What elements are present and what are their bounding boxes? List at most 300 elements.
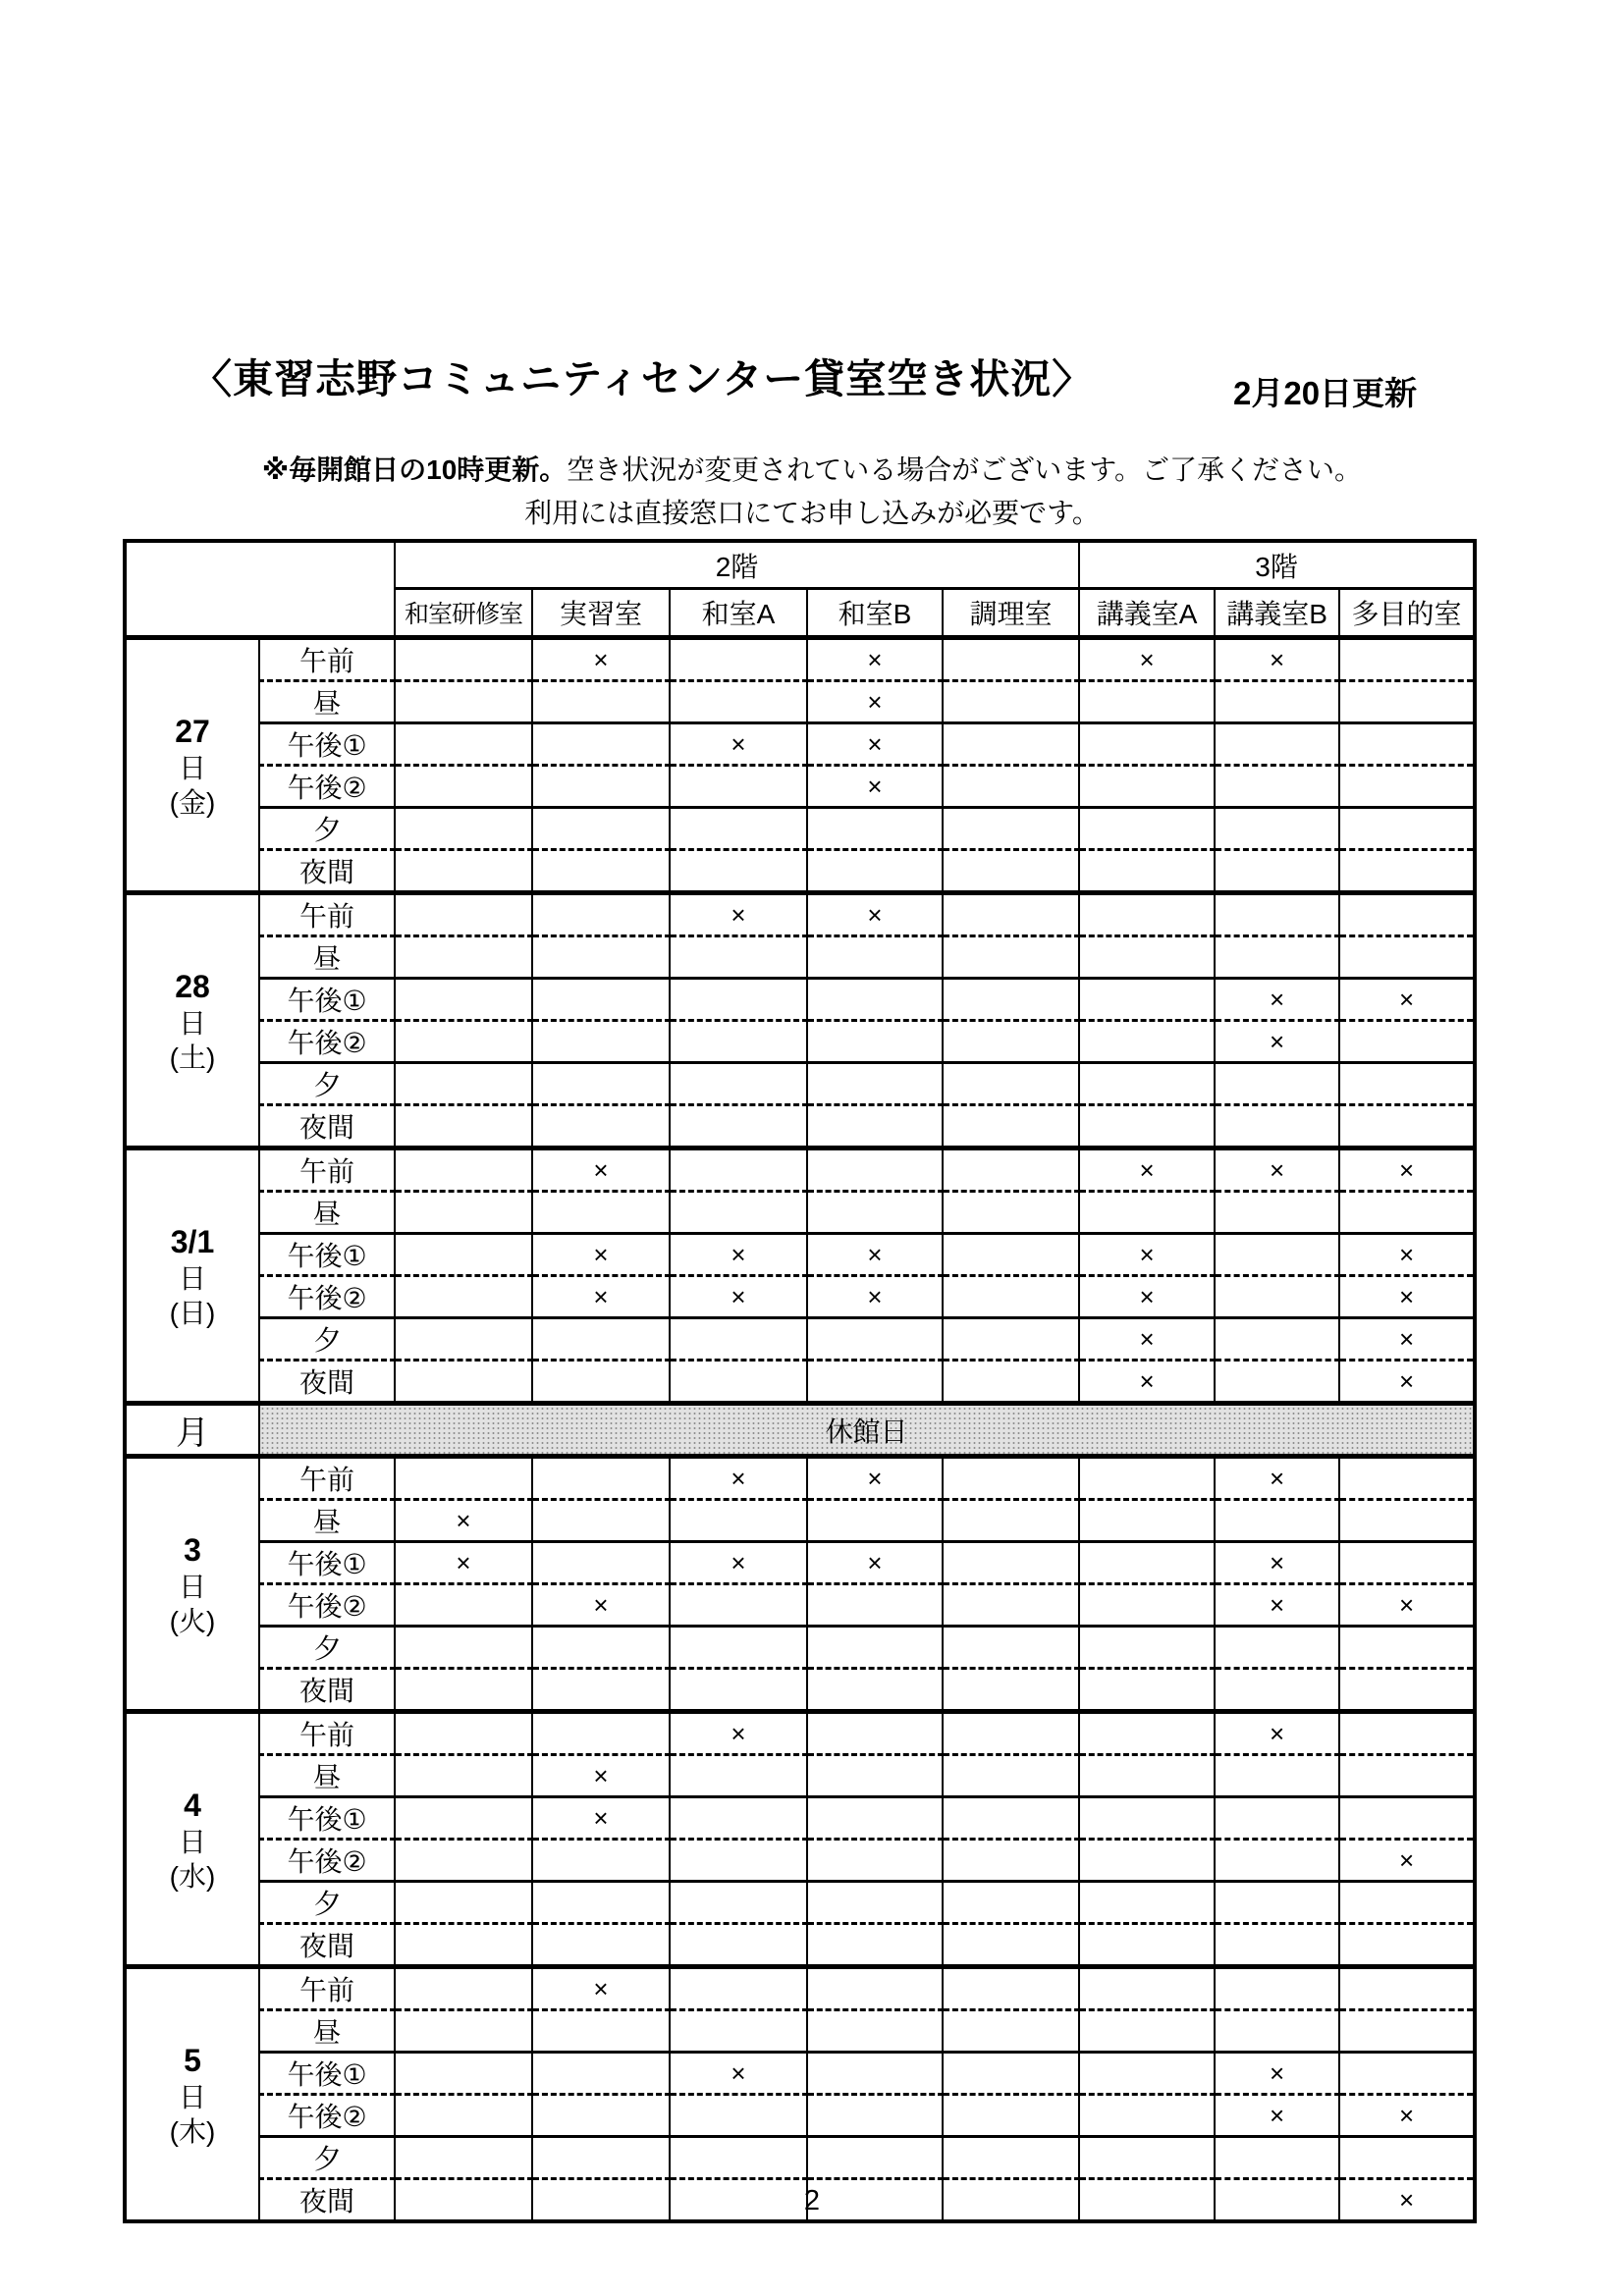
availability-cell <box>1079 1669 1215 1712</box>
availability-cell <box>807 850 943 893</box>
availability-cell <box>395 1840 532 1882</box>
availability-cell <box>807 1967 943 2010</box>
availability-cell <box>670 979 807 1021</box>
availability-cell: × <box>1215 1021 1339 1063</box>
room-header: 和室研修室 <box>395 589 532 638</box>
availability-cell <box>395 638 532 681</box>
availability-cell <box>807 1063 943 1105</box>
time-slot-row <box>125 1584 1475 1627</box>
availability-cell <box>943 1192 1079 1234</box>
availability-cell <box>943 979 1079 1021</box>
availability-cell <box>1339 808 1475 850</box>
availability-cell: × <box>1339 1148 1475 1192</box>
time-slot-row <box>125 1797 1475 1840</box>
availability-cell <box>943 1500 1079 1542</box>
availability-cell <box>1339 1105 1475 1148</box>
availability-cell <box>807 1318 943 1361</box>
availability-cell <box>670 681 807 723</box>
time-slot-row <box>125 1542 1475 1584</box>
day-number: 27 <box>175 713 210 749</box>
availability-cell <box>1215 1797 1339 1840</box>
availability-cell <box>943 1021 1079 1063</box>
availability-cell <box>1215 1361 1339 1404</box>
availability-cell <box>395 766 532 808</box>
time-slot-label: 午後② <box>259 1021 395 1063</box>
availability-cell <box>395 936 532 979</box>
availability-cell: × <box>532 1967 670 2010</box>
availability-cell: × <box>1079 1318 1215 1361</box>
availability-cell <box>395 1063 532 1105</box>
availability-cell <box>1215 1627 1339 1669</box>
availability-cell <box>943 1361 1079 1404</box>
availability-cell <box>532 723 670 766</box>
availability-cell <box>1215 1882 1339 1924</box>
time-slot-label: 午前 <box>259 1712 395 1755</box>
day-label <box>125 1148 259 1404</box>
time-slot-row <box>125 936 1475 979</box>
availability-cell <box>1079 1105 1215 1148</box>
availability-cell <box>670 1797 807 1840</box>
availability-cell <box>807 979 943 1021</box>
availability-cell <box>395 979 532 1021</box>
availability-cell <box>1215 723 1339 766</box>
availability-cell <box>670 1021 807 1063</box>
availability-cell <box>532 1457 670 1500</box>
time-slot-row <box>125 1627 1475 1669</box>
day-unit: 日 <box>178 1826 206 1857</box>
availability-cell <box>943 1234 1079 1276</box>
availability-cell <box>1079 2095 1215 2137</box>
availability-cell <box>1339 936 1475 979</box>
time-slot-row <box>125 638 1475 681</box>
day-weekday: (日) <box>169 1297 216 1328</box>
availability-cell <box>943 808 1079 850</box>
availability-cell: × <box>1215 1542 1339 1584</box>
availability-cell <box>395 1584 532 1627</box>
time-slot-label: 午前 <box>259 638 395 681</box>
availability-cell: × <box>1079 638 1215 681</box>
availability-cell: × <box>1339 2179 1475 2222</box>
availability-body <box>125 638 1475 2222</box>
day-unit: 日 <box>178 1007 206 1039</box>
availability-cell <box>1339 681 1475 723</box>
time-slot-row <box>125 2095 1475 2137</box>
time-slot-label: 夕 <box>259 1627 395 1669</box>
availability-cell <box>395 1797 532 1840</box>
availability-cell <box>807 2137 943 2179</box>
availability-cell <box>1215 936 1339 979</box>
time-slot-label: 午後① <box>259 723 395 766</box>
availability-cell <box>1339 850 1475 893</box>
room-header: 調理室 <box>943 589 1079 638</box>
time-slot-label: 夜間 <box>259 1924 395 1967</box>
availability-cell: × <box>670 2053 807 2095</box>
availability-cell <box>1215 1924 1339 1967</box>
availability-cell <box>943 893 1079 936</box>
time-slot-row <box>125 1755 1475 1797</box>
availability-cell: × <box>807 681 943 723</box>
availability-cell <box>395 893 532 936</box>
availability-cell <box>1079 1967 1215 2010</box>
availability-cell <box>807 1192 943 1234</box>
availability-cell <box>1339 1021 1475 1063</box>
availability-cell <box>1079 1712 1215 1755</box>
availability-cell <box>807 2053 943 2095</box>
availability-cell: × <box>532 1584 670 1627</box>
availability-cell <box>395 1192 532 1234</box>
day-number: 5 <box>184 2042 201 2078</box>
availability-cell <box>943 1148 1079 1192</box>
day-weekday: (木) <box>169 2115 216 2147</box>
availability-cell: × <box>670 1542 807 1584</box>
availability-cell <box>1339 1882 1475 1924</box>
time-slot-label: 昼 <box>259 936 395 979</box>
availability-cell <box>1215 681 1339 723</box>
availability-cell <box>943 1318 1079 1361</box>
availability-cell <box>1215 1840 1339 1882</box>
day-weekday: (水) <box>169 1860 216 1892</box>
availability-cell <box>532 1924 670 1967</box>
availability-cell <box>670 2010 807 2053</box>
time-slot-row <box>125 1234 1475 1276</box>
availability-cell: × <box>532 638 670 681</box>
availability-cell: × <box>1339 2095 1475 2137</box>
availability-cell <box>943 1967 1079 2010</box>
availability-cell <box>943 1797 1079 1840</box>
day-unit: 日 <box>178 2081 206 2112</box>
availability-cell: × <box>532 1797 670 1840</box>
floor-header-2f: 2階 <box>395 541 1079 589</box>
availability-cell <box>532 2095 670 2137</box>
availability-cell <box>532 1021 670 1063</box>
availability-cell: × <box>1215 1712 1339 1755</box>
availability-cell <box>1215 1500 1339 1542</box>
availability-cell <box>532 936 670 979</box>
time-slot-label: 午後② <box>259 2095 395 2137</box>
availability-cell <box>395 681 532 723</box>
room-header: 和室B <box>807 589 943 638</box>
time-slot-label: 夜間 <box>259 1669 395 1712</box>
availability-cell <box>1079 1840 1215 1882</box>
time-slot-label: 夜間 <box>259 2179 395 2222</box>
time-slot-row <box>125 1840 1475 1882</box>
availability-cell <box>1215 1318 1339 1361</box>
availability-cell <box>670 1192 807 1234</box>
availability-cell <box>1079 2010 1215 2053</box>
availability-cell <box>1215 1967 1339 2010</box>
availability-cell <box>943 2137 1079 2179</box>
availability-cell <box>807 1840 943 1882</box>
time-slot-label: 午前 <box>259 893 395 936</box>
availability-cell <box>1079 850 1215 893</box>
closed-day-row <box>125 1404 1475 1457</box>
availability-cell <box>670 1148 807 1192</box>
day-label <box>125 1967 259 2222</box>
availability-cell <box>532 1840 670 1882</box>
availability-cell <box>532 1627 670 1669</box>
availability-cell: × <box>807 766 943 808</box>
time-slot-label: 昼 <box>259 1500 395 1542</box>
availability-cell <box>943 1627 1079 1669</box>
availability-cell <box>1079 1021 1215 1063</box>
time-slot-row <box>125 893 1475 936</box>
availability-cell <box>395 1021 532 1063</box>
time-slot-row <box>125 850 1475 893</box>
availability-cell <box>943 2053 1079 2095</box>
time-slot-row <box>125 1361 1475 1404</box>
availability-cell <box>395 1712 532 1755</box>
day-number: 3/1 <box>170 1223 215 1259</box>
time-slot-row <box>125 1924 1475 1967</box>
availability-cell <box>1339 1924 1475 1967</box>
time-slot-row <box>125 808 1475 850</box>
time-slot-row <box>125 1669 1475 1712</box>
availability-cell <box>807 1105 943 1148</box>
availability-cell <box>670 1924 807 1967</box>
availability-cell: × <box>670 1276 807 1318</box>
availability-cell <box>1215 1192 1339 1234</box>
availability-cell <box>1079 681 1215 723</box>
availability-cell <box>943 766 1079 808</box>
availability-cell <box>807 2095 943 2137</box>
availability-cell <box>1079 1755 1215 1797</box>
availability-cell <box>1079 1924 1215 1967</box>
availability-cell: × <box>1079 1234 1215 1276</box>
availability-cell: × <box>807 1542 943 1584</box>
day-unit: 日 <box>178 1262 206 1294</box>
time-slot-row <box>125 766 1475 808</box>
time-slot-row <box>125 2137 1475 2179</box>
day-label <box>125 1712 259 1967</box>
time-slot-label: 昼 <box>259 2010 395 2053</box>
availability-cell <box>1339 1712 1475 1755</box>
availability-cell <box>670 1105 807 1148</box>
time-slot-label: 夜間 <box>259 1361 395 1404</box>
availability-cell: × <box>1339 1318 1475 1361</box>
day-weekday: (金) <box>169 786 216 818</box>
room-header: 多目的室 <box>1339 589 1475 638</box>
availability-cell: × <box>532 1148 670 1192</box>
availability-cell <box>807 1712 943 1755</box>
floor-header-row <box>125 541 1475 589</box>
availability-cell <box>1079 1192 1215 1234</box>
availability-cell <box>1079 1627 1215 1669</box>
time-slot-row <box>125 1063 1475 1105</box>
corner-cell <box>125 541 395 638</box>
notice-regular-part: 空き状況が変更されている場合がございます。ご了承ください。 <box>567 454 1363 485</box>
availability-cell <box>1079 1882 1215 1924</box>
availability-cell <box>943 1924 1079 1967</box>
time-slot-label: 午後① <box>259 1542 395 1584</box>
availability-cell <box>395 2053 532 2095</box>
availability-cell <box>532 1542 670 1584</box>
availability-cell: × <box>1215 979 1339 1021</box>
availability-cell <box>395 2137 532 2179</box>
availability-cell: × <box>670 723 807 766</box>
availability-cell <box>670 1755 807 1797</box>
availability-cell <box>807 1500 943 1542</box>
time-slot-label: 夜間 <box>259 850 395 893</box>
availability-cell <box>670 1627 807 1669</box>
availability-cell <box>943 1542 1079 1584</box>
availability-cell <box>532 1318 670 1361</box>
availability-cell: × <box>807 893 943 936</box>
availability-cell <box>1079 979 1215 1021</box>
availability-cell <box>1079 2053 1215 2095</box>
availability-cell: × <box>807 1234 943 1276</box>
floor-header-3f: 3階 <box>1079 541 1475 589</box>
time-slot-row <box>125 1148 1475 1192</box>
availability-cell <box>395 1148 532 1192</box>
time-slot-row <box>125 1276 1475 1318</box>
availability-cell <box>1339 1457 1475 1500</box>
availability-cell <box>1079 808 1215 850</box>
availability-cell: × <box>1079 1276 1215 1318</box>
day-weekday: (火) <box>169 1605 216 1636</box>
availability-cell <box>943 1063 1079 1105</box>
time-slot-label: 午後② <box>259 766 395 808</box>
availability-cell: × <box>807 1276 943 1318</box>
availability-cell <box>1079 1584 1215 1627</box>
day-unit: 日 <box>178 752 206 783</box>
time-slot-label: 午後① <box>259 2053 395 2095</box>
availability-cell <box>670 808 807 850</box>
availability-cell <box>1215 893 1339 936</box>
time-slot-row <box>125 979 1475 1021</box>
availability-cell <box>1079 723 1215 766</box>
availability-cell <box>943 1584 1079 1627</box>
availability-cell <box>807 808 943 850</box>
availability-cell <box>532 2053 670 2095</box>
availability-cell <box>943 2095 1079 2137</box>
availability-cell <box>1339 2053 1475 2095</box>
availability-cell: × <box>1079 1361 1215 1404</box>
time-slot-label: 午後② <box>259 1584 395 1627</box>
availability-cell <box>1079 893 1215 936</box>
availability-cell <box>1079 2137 1215 2179</box>
availability-cell: × <box>1215 2053 1339 2095</box>
availability-cell <box>532 681 670 723</box>
availability-cell: × <box>532 1234 670 1276</box>
availability-cell <box>807 1584 943 1627</box>
availability-cell <box>1339 2010 1475 2053</box>
availability-cell <box>807 1755 943 1797</box>
availability-cell <box>532 2137 670 2179</box>
availability-table-wrapper <box>123 539 1477 2223</box>
time-slot-label: 午後① <box>259 979 395 1021</box>
availability-cell <box>807 1021 943 1063</box>
time-slot-row <box>125 1500 1475 1542</box>
availability-cell: × <box>395 1500 532 1542</box>
availability-cell <box>532 1361 670 1404</box>
availability-cell: × <box>807 723 943 766</box>
availability-cell <box>807 1627 943 1669</box>
availability-cell <box>670 638 807 681</box>
availability-cell <box>943 1840 1079 1882</box>
availability-cell <box>1215 1755 1339 1797</box>
time-slot-label: 午前 <box>259 1967 395 2010</box>
availability-cell <box>1079 936 1215 979</box>
time-slot-label: 午後① <box>259 1797 395 1840</box>
availability-cell <box>532 1669 670 1712</box>
time-slot-label: 午後② <box>259 1840 395 1882</box>
day-label <box>125 1457 259 1712</box>
time-slot-label: 昼 <box>259 681 395 723</box>
time-slot-row <box>125 1021 1475 1063</box>
time-slot-row <box>125 1712 1475 1755</box>
availability-cell <box>1215 1669 1339 1712</box>
availability-cell <box>1339 1669 1475 1712</box>
time-slot-row <box>125 1192 1475 1234</box>
availability-cell <box>670 1361 807 1404</box>
availability-cell <box>670 1318 807 1361</box>
availability-cell <box>1339 1797 1475 1840</box>
time-slot-row <box>125 723 1475 766</box>
availability-cell <box>395 808 532 850</box>
availability-cell <box>1079 1063 1215 1105</box>
availability-cell <box>670 1500 807 1542</box>
availability-cell: × <box>1215 1148 1339 1192</box>
time-slot-label: 昼 <box>259 1192 395 1234</box>
availability-cell <box>395 850 532 893</box>
availability-cell <box>395 1276 532 1318</box>
availability-cell <box>395 1361 532 1404</box>
availability-cell <box>1215 1276 1339 1318</box>
availability-cell <box>670 1840 807 1882</box>
availability-cell <box>807 936 943 979</box>
availability-cell <box>395 1669 532 1712</box>
availability-cell: × <box>807 1457 943 1500</box>
availability-cell <box>670 1063 807 1105</box>
availability-cell: × <box>1215 1457 1339 1500</box>
availability-cell <box>943 1669 1079 1712</box>
availability-cell <box>943 723 1079 766</box>
availability-cell <box>395 1755 532 1797</box>
availability-cell <box>1339 766 1475 808</box>
time-slot-label: 夕 <box>259 1318 395 1361</box>
time-slot-row <box>125 1318 1475 1361</box>
availability-cell <box>532 1500 670 1542</box>
availability-cell: × <box>1339 1361 1475 1404</box>
availability-cell <box>943 2010 1079 2053</box>
availability-cell: × <box>1339 1584 1475 1627</box>
time-slot-label: 午前 <box>259 1457 395 1500</box>
day-label <box>125 893 259 1148</box>
availability-cell <box>395 1627 532 1669</box>
availability-cell: × <box>670 1712 807 1755</box>
room-header: 和室A <box>670 589 807 638</box>
availability-cell: × <box>532 1755 670 1797</box>
notice-bold-part: ※毎開館日の10時更新。 <box>261 454 568 485</box>
day-label: 月 <box>125 1404 259 1457</box>
time-slot-label: 昼 <box>259 1755 395 1797</box>
availability-cell <box>1079 1500 1215 1542</box>
availability-cell <box>1215 2137 1339 2179</box>
availability-cell <box>395 1924 532 1967</box>
time-slot-row <box>125 2053 1475 2095</box>
availability-cell: × <box>1339 979 1475 1021</box>
availability-cell <box>1215 850 1339 893</box>
availability-cell <box>1215 1234 1339 1276</box>
availability-cell: × <box>670 893 807 936</box>
availability-cell <box>395 723 532 766</box>
availability-cell <box>395 1234 532 1276</box>
availability-cell <box>670 1584 807 1627</box>
time-slot-row <box>125 1882 1475 1924</box>
availability-cell <box>943 1457 1079 1500</box>
availability-cell <box>1079 1542 1215 1584</box>
availability-cell <box>807 1148 943 1192</box>
